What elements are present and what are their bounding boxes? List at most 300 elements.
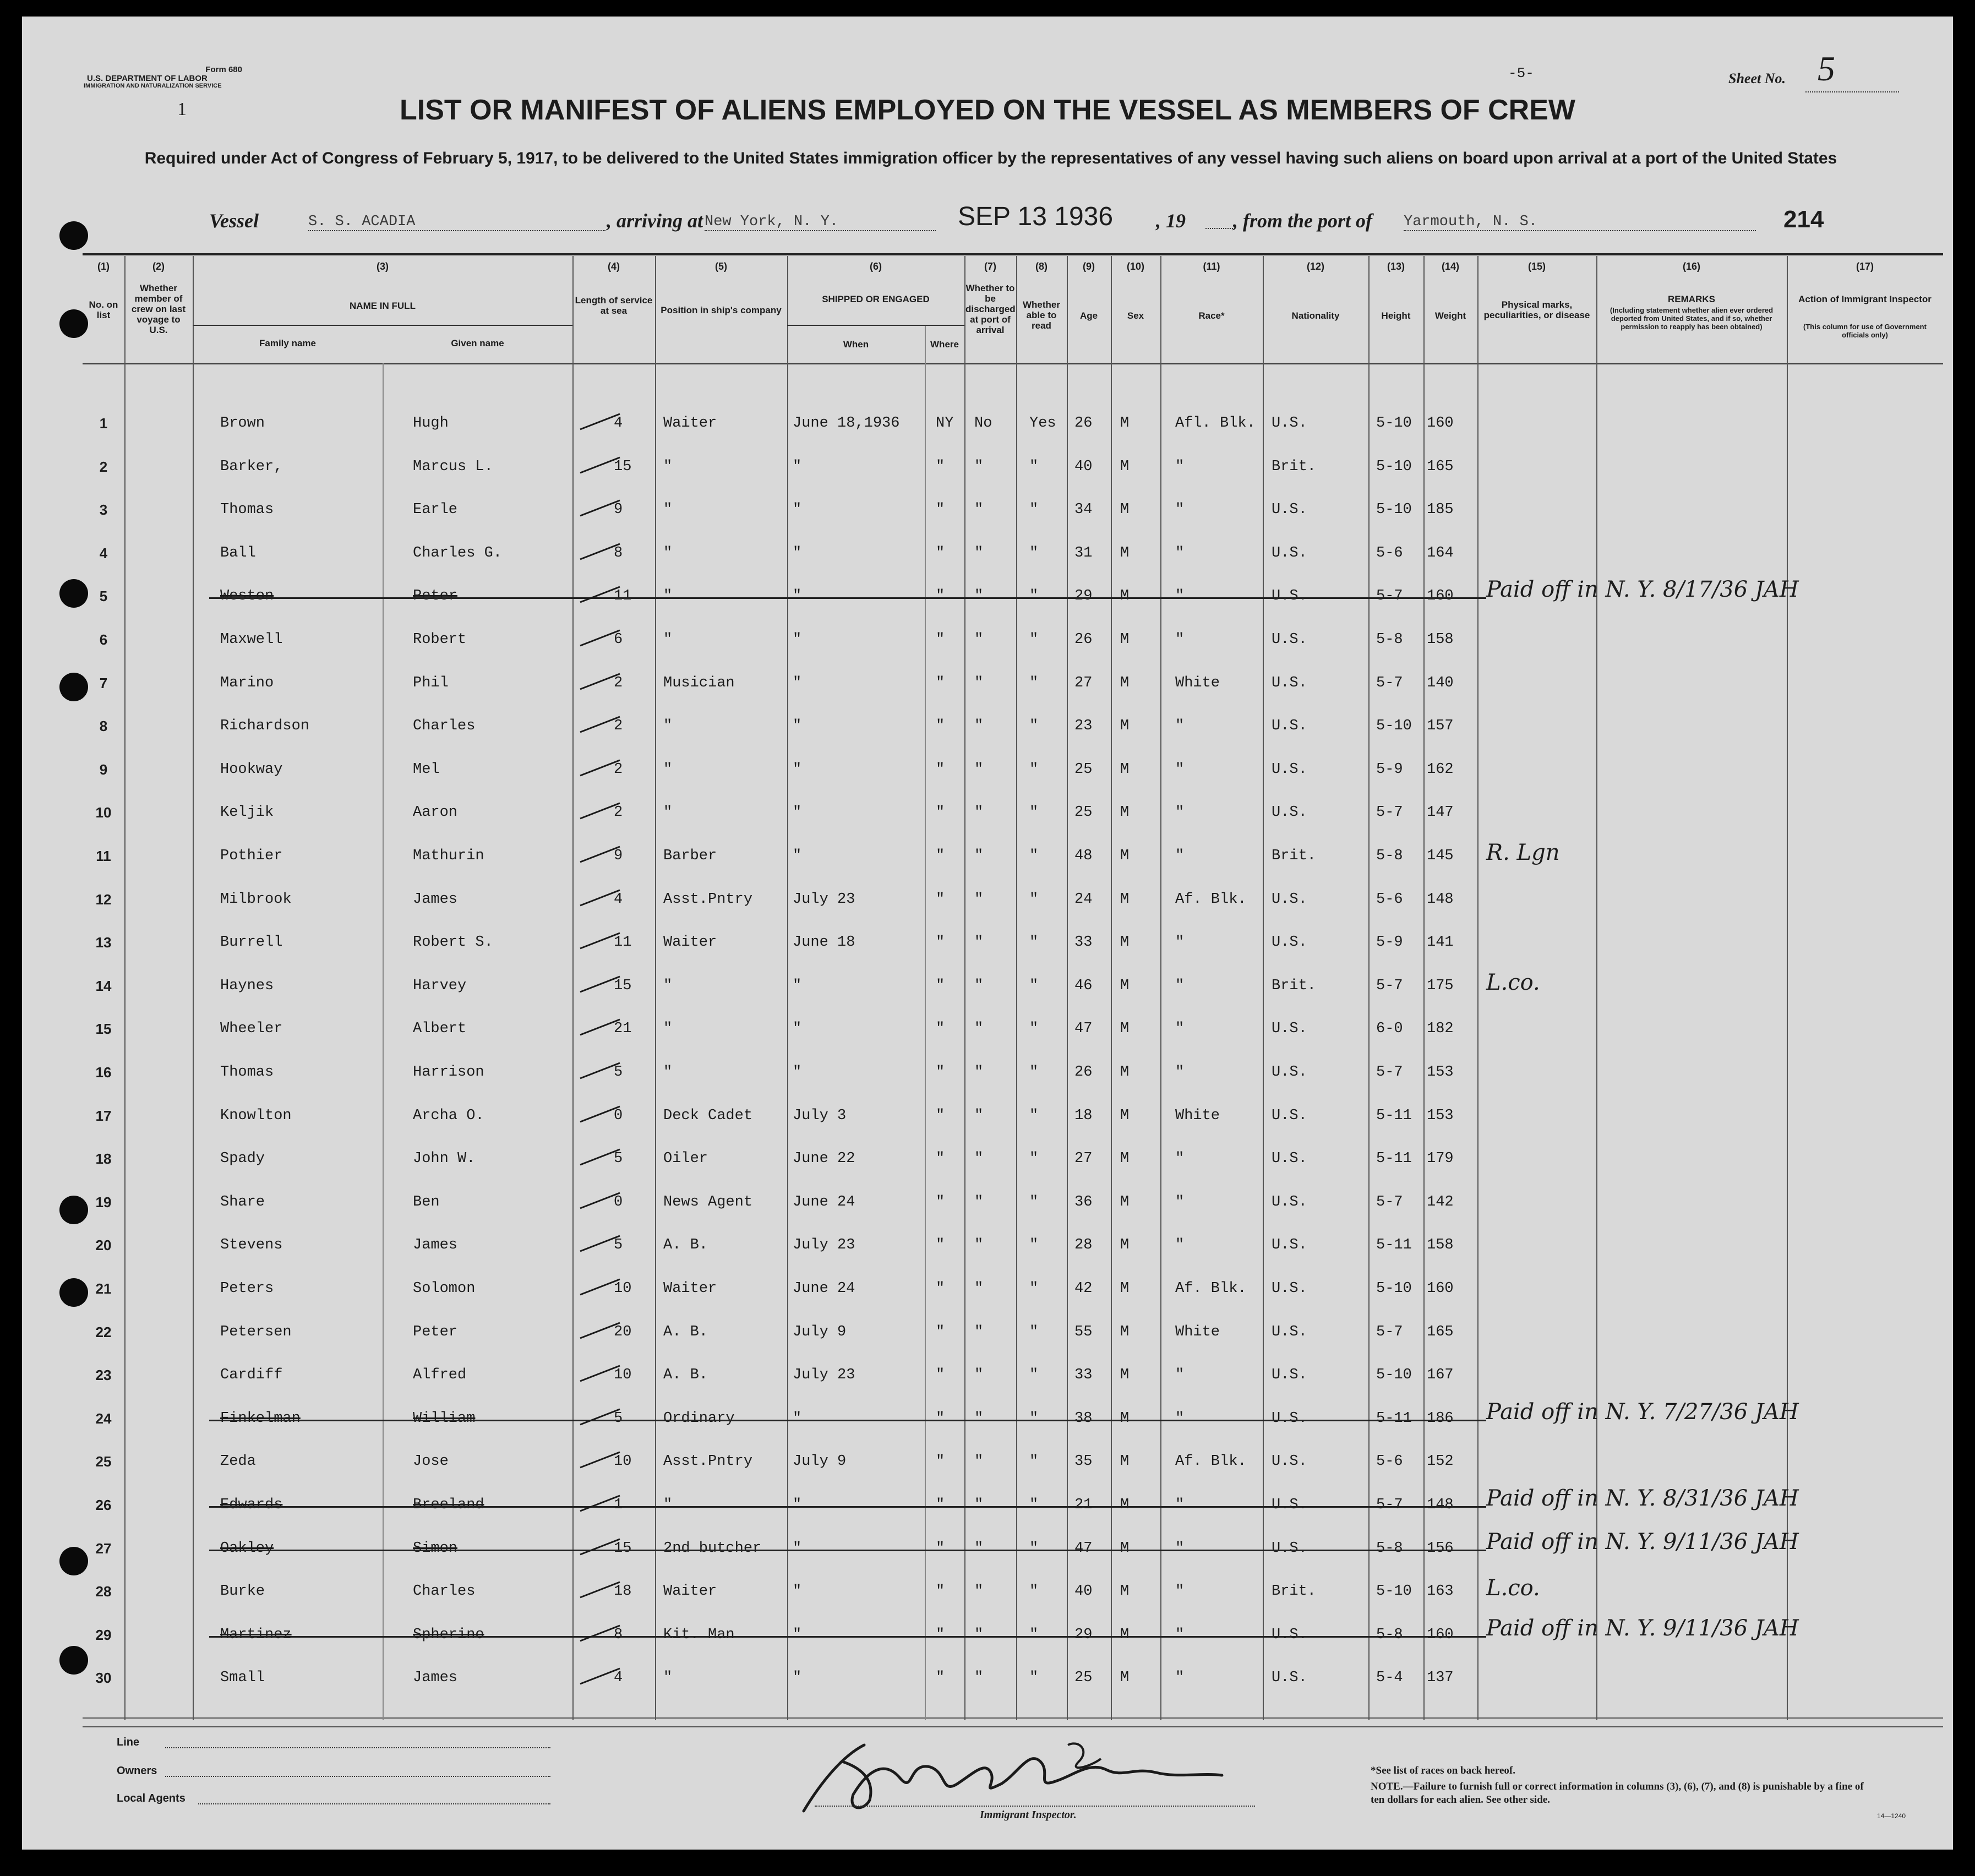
cell-shipped-when: " — [793, 718, 802, 735]
row-number: 9 — [99, 761, 108, 778]
cell-nationality: Brit. — [1272, 458, 1317, 475]
cell-shipped-where: " — [936, 631, 945, 648]
cell-physical-marks: R. Lgn — [1486, 840, 1560, 865]
cell-age: 47 — [1074, 1021, 1093, 1038]
cell-age: 48 — [1074, 848, 1093, 864]
cell-discharged: No — [974, 415, 992, 432]
cell-sex: M — [1120, 674, 1130, 691]
cell-nationality: U.S. — [1272, 1150, 1307, 1168]
cell-race: Afl. Blk. — [1175, 415, 1256, 432]
cell-height: 5-10 — [1376, 458, 1412, 475]
cell-sex: M — [1120, 891, 1130, 908]
cell-given-name: Hugh — [413, 415, 449, 432]
cell-able-to-read: " — [1029, 458, 1039, 475]
cell-service-length: 10 — [614, 1280, 632, 1297]
cell-family-name: Richardson — [220, 718, 310, 735]
cell-sex: M — [1120, 415, 1130, 432]
cell-race: " — [1175, 1150, 1185, 1168]
cell-age: 29 — [1074, 588, 1093, 605]
cell-shipped-where: " — [936, 891, 945, 908]
cell-position: Waiter — [663, 1280, 717, 1297]
cell-height: 5-11 — [1376, 1237, 1412, 1254]
cell-nationality: Brit. — [1272, 848, 1317, 864]
page-marker: -5- — [1508, 65, 1534, 81]
cell-family-name: Burke — [220, 1583, 265, 1600]
cell-given-name: Alfred — [413, 1367, 467, 1384]
cell-able-to-read: " — [1029, 1280, 1039, 1297]
strike-through-line — [209, 1550, 1486, 1551]
cell-given-name: Jose — [413, 1453, 449, 1470]
col-header-position: Position in ship's company — [661, 305, 782, 315]
cell-position: Waiter — [663, 1583, 717, 1600]
cell-nationality: U.S. — [1272, 1497, 1307, 1513]
cell-discharged: " — [974, 1193, 984, 1210]
cell-service-length: 5 — [614, 1410, 623, 1427]
cell-sex: M — [1120, 458, 1130, 475]
cell-given-name: Solomon — [413, 1280, 476, 1297]
check-mark-icon — [578, 800, 622, 822]
cell-age: 27 — [1074, 674, 1093, 691]
row-number: 4 — [99, 544, 108, 561]
footer-agents-field — [198, 1803, 550, 1804]
cell-position: Ordinary — [663, 1410, 735, 1427]
cell-height: 5-11 — [1376, 1410, 1412, 1427]
col-number: (5) — [715, 261, 727, 272]
cell-weight: 160 — [1427, 415, 1454, 432]
cell-position: " — [663, 804, 673, 821]
cell-family-name: Stevens — [220, 1237, 283, 1254]
cell-family-name: Ball — [220, 544, 256, 561]
check-mark-icon — [578, 757, 622, 779]
cell-sex: M — [1120, 804, 1130, 821]
cell-age: 31 — [1074, 544, 1093, 561]
row-number: 5 — [99, 588, 108, 605]
col-header-service: Length of service at sea — [575, 295, 653, 316]
cell-nationality: U.S. — [1272, 1410, 1307, 1427]
cell-nationality: U.S. — [1272, 1626, 1307, 1643]
cell-shipped-when: July 9 — [793, 1323, 847, 1340]
cell-weight: 157 — [1427, 718, 1454, 735]
note-text: —Failure to furnish full or correct information in columns (3), (6), (7), and (8) is punishable by a fine of ten dollars for each alien. See other side. — [1371, 1781, 1864, 1806]
header-divider — [83, 363, 1943, 364]
row-number: 17 — [95, 1107, 112, 1124]
col-number: (3) — [377, 261, 389, 272]
cell-given-name: Ben — [413, 1193, 440, 1210]
cell-shipped-where: " — [936, 1410, 945, 1427]
cell-nationality: U.S. — [1272, 1453, 1307, 1470]
footer-owners-label: Owners — [117, 1765, 157, 1777]
year-label: , 19 — [1156, 210, 1186, 232]
cell-race: White — [1175, 674, 1220, 691]
col-number: (6) — [870, 261, 882, 272]
cell-position: Waiter — [663, 415, 717, 432]
cell-age: 25 — [1074, 761, 1093, 778]
col-header-discharged: Whether to be discharged at port of arrival — [965, 283, 1016, 335]
cell-service-length: 21 — [614, 1021, 632, 1038]
cell-race: " — [1175, 1410, 1185, 1427]
cell-service-length: 4 — [614, 415, 623, 432]
cell-remarks: Paid off in N. Y. 9/11/36 JAH — [1486, 1529, 1799, 1555]
cell-nationality: U.S. — [1272, 631, 1307, 648]
cell-able-to-read: " — [1029, 1021, 1039, 1038]
row-number: 10 — [95, 804, 112, 821]
cell-race: " — [1175, 934, 1185, 951]
row-number: 15 — [95, 1021, 112, 1038]
cell-position: " — [663, 1497, 673, 1513]
cell-race: " — [1175, 1064, 1185, 1081]
strike-through-line — [209, 1636, 1486, 1638]
col-number: (15) — [1527, 261, 1546, 272]
cell-age: 24 — [1074, 891, 1093, 908]
cell-age: 27 — [1074, 1150, 1093, 1168]
cell-able-to-read: " — [1029, 1064, 1039, 1081]
races-note: *See list of races on back hereof. — [1371, 1765, 1515, 1776]
cell-family-name: Maxwell — [220, 631, 283, 648]
check-mark-icon — [578, 1276, 622, 1298]
cell-height: 5-10 — [1376, 501, 1412, 519]
cell-discharged: " — [974, 1626, 984, 1643]
cell-height: 5-10 — [1376, 718, 1412, 735]
arriving-label: , arriving at — [607, 210, 703, 232]
cell-service-length: 10 — [614, 1453, 632, 1470]
cell-position: Asst.Pntry — [663, 1453, 753, 1470]
col-number: (2) — [152, 261, 165, 272]
cell-position: Barber — [663, 848, 717, 864]
col-number: (13) — [1387, 261, 1405, 272]
col-number: (11) — [1203, 261, 1220, 272]
cell-race: " — [1175, 848, 1185, 864]
cell-discharged: " — [974, 761, 984, 778]
cell-family-name: Barker, — [220, 458, 283, 475]
cell-sex: M — [1120, 1064, 1130, 1081]
cell-sex: M — [1120, 761, 1130, 778]
cell-shipped-where: " — [936, 848, 945, 864]
col-header-height: Height — [1381, 310, 1411, 321]
cell-discharged: " — [974, 1497, 984, 1513]
cell-height: 5-7 — [1376, 1497, 1403, 1513]
cell-service-length: 0 — [614, 1193, 623, 1210]
row-number: 30 — [95, 1670, 112, 1687]
cell-able-to-read: " — [1029, 804, 1039, 821]
check-mark-icon — [578, 1103, 622, 1125]
cell-shipped-where: " — [936, 1323, 945, 1340]
cell-given-name: Spherino — [413, 1626, 484, 1643]
cell-shipped-where: " — [936, 1193, 945, 1210]
cell-able-to-read: " — [1029, 891, 1039, 908]
strike-through-line — [209, 1420, 1486, 1421]
check-mark-icon — [578, 1319, 622, 1341]
cell-nationality: Brit. — [1272, 977, 1317, 994]
cell-weight: 182 — [1427, 1021, 1454, 1038]
col-header-weight: Weight — [1434, 310, 1466, 321]
check-mark-icon — [578, 843, 622, 865]
cell-height: 5-11 — [1376, 1107, 1412, 1124]
strike-through-line — [209, 597, 1486, 599]
cell-weight: 142 — [1427, 1193, 1454, 1210]
cell-discharged: " — [974, 544, 984, 561]
cell-weight: 175 — [1427, 977, 1454, 994]
cell-service-length: 4 — [614, 891, 623, 908]
cell-service-length: 4 — [614, 1670, 623, 1687]
cell-age: 26 — [1074, 1064, 1093, 1081]
cell-able-to-read: " — [1029, 1410, 1039, 1427]
cell-shipped-when: " — [793, 588, 802, 605]
cell-given-name: Charles — [413, 718, 476, 735]
cell-service-length: 2 — [614, 718, 623, 735]
cell-shipped-where: " — [936, 804, 945, 821]
cell-sex: M — [1120, 1453, 1130, 1470]
cell-weight: 153 — [1427, 1107, 1454, 1124]
cell-able-to-read: " — [1029, 1150, 1039, 1168]
check-mark-icon — [578, 1060, 622, 1082]
cell-position: Deck Cadet — [663, 1107, 753, 1124]
cell-height: 5-9 — [1376, 934, 1403, 951]
form-number: Form 680 — [205, 65, 242, 74]
cell-service-length: 9 — [614, 501, 623, 519]
cell-age: 35 — [1074, 1453, 1093, 1470]
cell-height: 5-10 — [1376, 415, 1412, 432]
cell-position: A. B. — [663, 1237, 708, 1254]
cell-discharged: " — [974, 674, 984, 691]
cell-sex: M — [1120, 934, 1130, 951]
cell-age: 29 — [1074, 1626, 1093, 1643]
cell-family-name: Petersen — [220, 1323, 292, 1340]
cell-position: " — [663, 458, 673, 475]
cell-height: 5-10 — [1376, 1280, 1412, 1297]
cell-height: 5-10 — [1376, 1583, 1412, 1600]
cell-sex: M — [1120, 1107, 1130, 1124]
col-number: (9) — [1083, 261, 1095, 272]
cell-family-name: Peters — [220, 1280, 274, 1297]
cell-shipped-when: July 23 — [793, 1237, 855, 1254]
check-mark-icon — [578, 1492, 622, 1514]
cell-nationality: U.S. — [1272, 588, 1307, 605]
cell-nationality: U.S. — [1272, 1107, 1307, 1124]
cell-able-to-read: " — [1029, 501, 1039, 519]
page-subtitle: Required under Act of Congress of February 5, 1917, to be delivered to the United States immigration officer by the representatives of any vessel having such aliens on board upon arrival at a port of the United States — [144, 149, 1837, 167]
cell-shipped-where: " — [936, 1367, 945, 1384]
cell-sex: M — [1120, 848, 1130, 864]
cell-family-name: Small — [220, 1670, 265, 1687]
cell-age: 46 — [1074, 977, 1093, 994]
cell-discharged: " — [974, 1107, 984, 1124]
cell-nationality: U.S. — [1272, 761, 1307, 778]
cell-position: Oiler — [663, 1150, 708, 1168]
cell-discharged: " — [974, 631, 984, 648]
cell-age: 40 — [1074, 1583, 1093, 1600]
col-number: (8) — [1035, 261, 1047, 272]
check-mark-icon — [578, 1016, 622, 1038]
cell-able-to-read: " — [1029, 848, 1039, 864]
cell-family-name: Cardiff — [220, 1367, 283, 1384]
cell-race: " — [1175, 458, 1185, 475]
cell-age: 28 — [1074, 1237, 1093, 1254]
cell-discharged: " — [974, 718, 984, 735]
footer-line-label: Line — [117, 1736, 140, 1748]
cell-given-name: Harrison — [413, 1064, 484, 1081]
cell-age: 23 — [1074, 718, 1093, 735]
check-mark-icon — [578, 1579, 622, 1601]
cell-service-length: 1 — [614, 1497, 623, 1513]
col-header-name: NAME IN FULL — [350, 301, 416, 311]
cell-nationality: Brit. — [1272, 1583, 1317, 1600]
row-number: 12 — [95, 891, 112, 908]
cell-family-name: Haynes — [220, 977, 274, 994]
cell-height: 5-7 — [1376, 804, 1403, 821]
cell-position: " — [663, 1064, 673, 1081]
cell-family-name: Thomas — [220, 1064, 274, 1081]
check-mark-icon — [578, 887, 622, 909]
cell-position: 2nd butcher — [663, 1540, 762, 1557]
cell-position: A. B. — [663, 1323, 708, 1340]
cell-nationality: U.S. — [1272, 1367, 1307, 1384]
cell-height: 5-6 — [1376, 544, 1403, 561]
row-number: 2 — [99, 458, 108, 475]
cell-family-name: Wheeler — [220, 1021, 283, 1038]
row-number: 21 — [95, 1280, 112, 1297]
cell-nationality: U.S. — [1272, 1540, 1307, 1557]
col-header-race: Race* — [1198, 310, 1225, 321]
cell-service-length: 2 — [614, 804, 623, 821]
cell-shipped-when: July 3 — [793, 1107, 847, 1124]
cell-shipped-when: July 9 — [793, 1453, 847, 1470]
cell-service-length: 10 — [614, 1367, 632, 1384]
name-subheader-rule — [193, 325, 572, 326]
row-number: 1 — [99, 415, 108, 432]
cell-shipped-where: " — [936, 1064, 945, 1081]
cell-shipped-when: June 24 — [793, 1280, 855, 1297]
cell-weight: 153 — [1427, 1064, 1454, 1081]
col-header-action: Action of Immigrant Inspector — [1798, 294, 1932, 304]
row-number: 20 — [95, 1237, 112, 1254]
cell-family-name: Thomas — [220, 501, 274, 519]
cell-shipped-where: " — [936, 1237, 945, 1254]
cell-age: 26 — [1074, 631, 1093, 648]
row-number: 18 — [95, 1150, 112, 1168]
cell-age: 36 — [1074, 1193, 1093, 1210]
cell-sex: M — [1120, 588, 1130, 605]
row-number: 13 — [95, 934, 112, 951]
cell-weight: 145 — [1427, 848, 1454, 864]
cell-shipped-where: " — [936, 544, 945, 561]
cell-sex: M — [1120, 1193, 1130, 1210]
cell-race: " — [1175, 1583, 1185, 1600]
cell-height: 5-8 — [1376, 848, 1403, 864]
cell-race: " — [1175, 1670, 1185, 1687]
cell-given-name: Phil — [413, 674, 449, 691]
cell-sex: M — [1120, 977, 1130, 994]
cell-age: 47 — [1074, 1540, 1093, 1557]
cell-height: 5-6 — [1376, 1453, 1403, 1470]
cell-shipped-when: " — [793, 544, 802, 561]
cell-age: 33 — [1074, 1367, 1093, 1384]
check-mark-icon — [578, 1622, 622, 1644]
cell-discharged: " — [974, 1064, 984, 1081]
row-number: 23 — [95, 1367, 112, 1384]
col-number: (7) — [984, 261, 996, 272]
row-number: 16 — [95, 1064, 112, 1081]
check-mark-icon — [578, 1406, 622, 1428]
cell-weight: 148 — [1427, 1497, 1454, 1513]
cell-given-name: James — [413, 1670, 458, 1687]
cell-position: " — [663, 761, 673, 778]
cell-nationality: U.S. — [1272, 1064, 1307, 1081]
cell-race: " — [1175, 1540, 1185, 1557]
cell-nationality: U.S. — [1272, 674, 1307, 691]
col-header-action-note: (This column for use of Government officials only) — [1803, 323, 1927, 339]
cell-nationality: U.S. — [1272, 934, 1307, 951]
from-label: , from the port of — [1233, 210, 1373, 232]
cell-shipped-where: " — [936, 1107, 945, 1124]
cell-family-name: Weston — [220, 588, 274, 605]
col-number: (17) — [1856, 261, 1874, 272]
cell-family-name: Marino — [220, 674, 274, 691]
cell-sex: M — [1120, 1626, 1130, 1643]
cell-position: A. B. — [663, 1367, 708, 1384]
cell-weight: 186 — [1427, 1410, 1454, 1427]
col-header-remarks-note: (Including statement whether alien ever ordered deported from United States, and if so, whether permission to reapply has been obtained) — [1610, 306, 1774, 331]
cell-weight: 167 — [1427, 1367, 1454, 1384]
cell-shipped-when: " — [793, 458, 802, 475]
cell-weight: 156 — [1427, 1540, 1454, 1557]
cell-shipped-when: June 24 — [793, 1193, 855, 1210]
col-header-remarks: REMARKS — [1668, 294, 1715, 304]
arriving-port: New York, N. Y. — [705, 214, 936, 231]
cell-discharged: " — [974, 1021, 984, 1038]
cell-sex: M — [1120, 1280, 1130, 1297]
cell-height: 5-8 — [1376, 1540, 1403, 1557]
cell-able-to-read: " — [1029, 718, 1039, 735]
cell-given-name: James — [413, 1237, 458, 1254]
col-header-given: Given name — [451, 338, 504, 348]
cell-weight: 158 — [1427, 1237, 1454, 1254]
cell-sex: M — [1120, 1583, 1130, 1600]
cell-weight: 160 — [1427, 1280, 1454, 1297]
cell-weight: 179 — [1427, 1150, 1454, 1168]
cell-sex: M — [1120, 1367, 1130, 1384]
col-number: (14) — [1441, 261, 1459, 272]
col-header-shipped: SHIPPED OR ENGAGED — [822, 294, 930, 304]
cell-race: " — [1175, 1193, 1185, 1210]
cell-given-name: Mel — [413, 761, 440, 778]
cell-weight: 152 — [1427, 1453, 1454, 1470]
cell-given-name: Aaron — [413, 804, 458, 821]
cell-position: " — [663, 588, 673, 605]
footer-line-field — [165, 1747, 550, 1748]
cell-race: " — [1175, 1367, 1185, 1384]
cell-height: 5-9 — [1376, 761, 1403, 778]
row-number: 7 — [99, 674, 108, 691]
col-number: (4) — [608, 261, 620, 272]
cell-age: 26 — [1074, 415, 1093, 432]
cell-race: Af. Blk. — [1175, 1453, 1247, 1470]
row-number: 26 — [95, 1497, 112, 1513]
row-number: 19 — [95, 1193, 112, 1210]
table-bottom-rule — [83, 1717, 1943, 1719]
cell-family-name: Share — [220, 1193, 265, 1210]
cell-given-name: James — [413, 891, 458, 908]
cell-weight: 148 — [1427, 891, 1454, 908]
cell-discharged: " — [974, 934, 984, 951]
print-code: 14—1240 — [1877, 1812, 1906, 1820]
row-number: 22 — [95, 1323, 112, 1340]
check-mark-icon — [578, 1536, 622, 1558]
cell-nationality: U.S. — [1272, 1193, 1307, 1210]
cell-family-name: Hookway — [220, 761, 283, 778]
cell-shipped-when: " — [793, 977, 802, 994]
cell-sex: M — [1120, 1323, 1130, 1340]
cell-service-length: 2 — [614, 761, 623, 778]
